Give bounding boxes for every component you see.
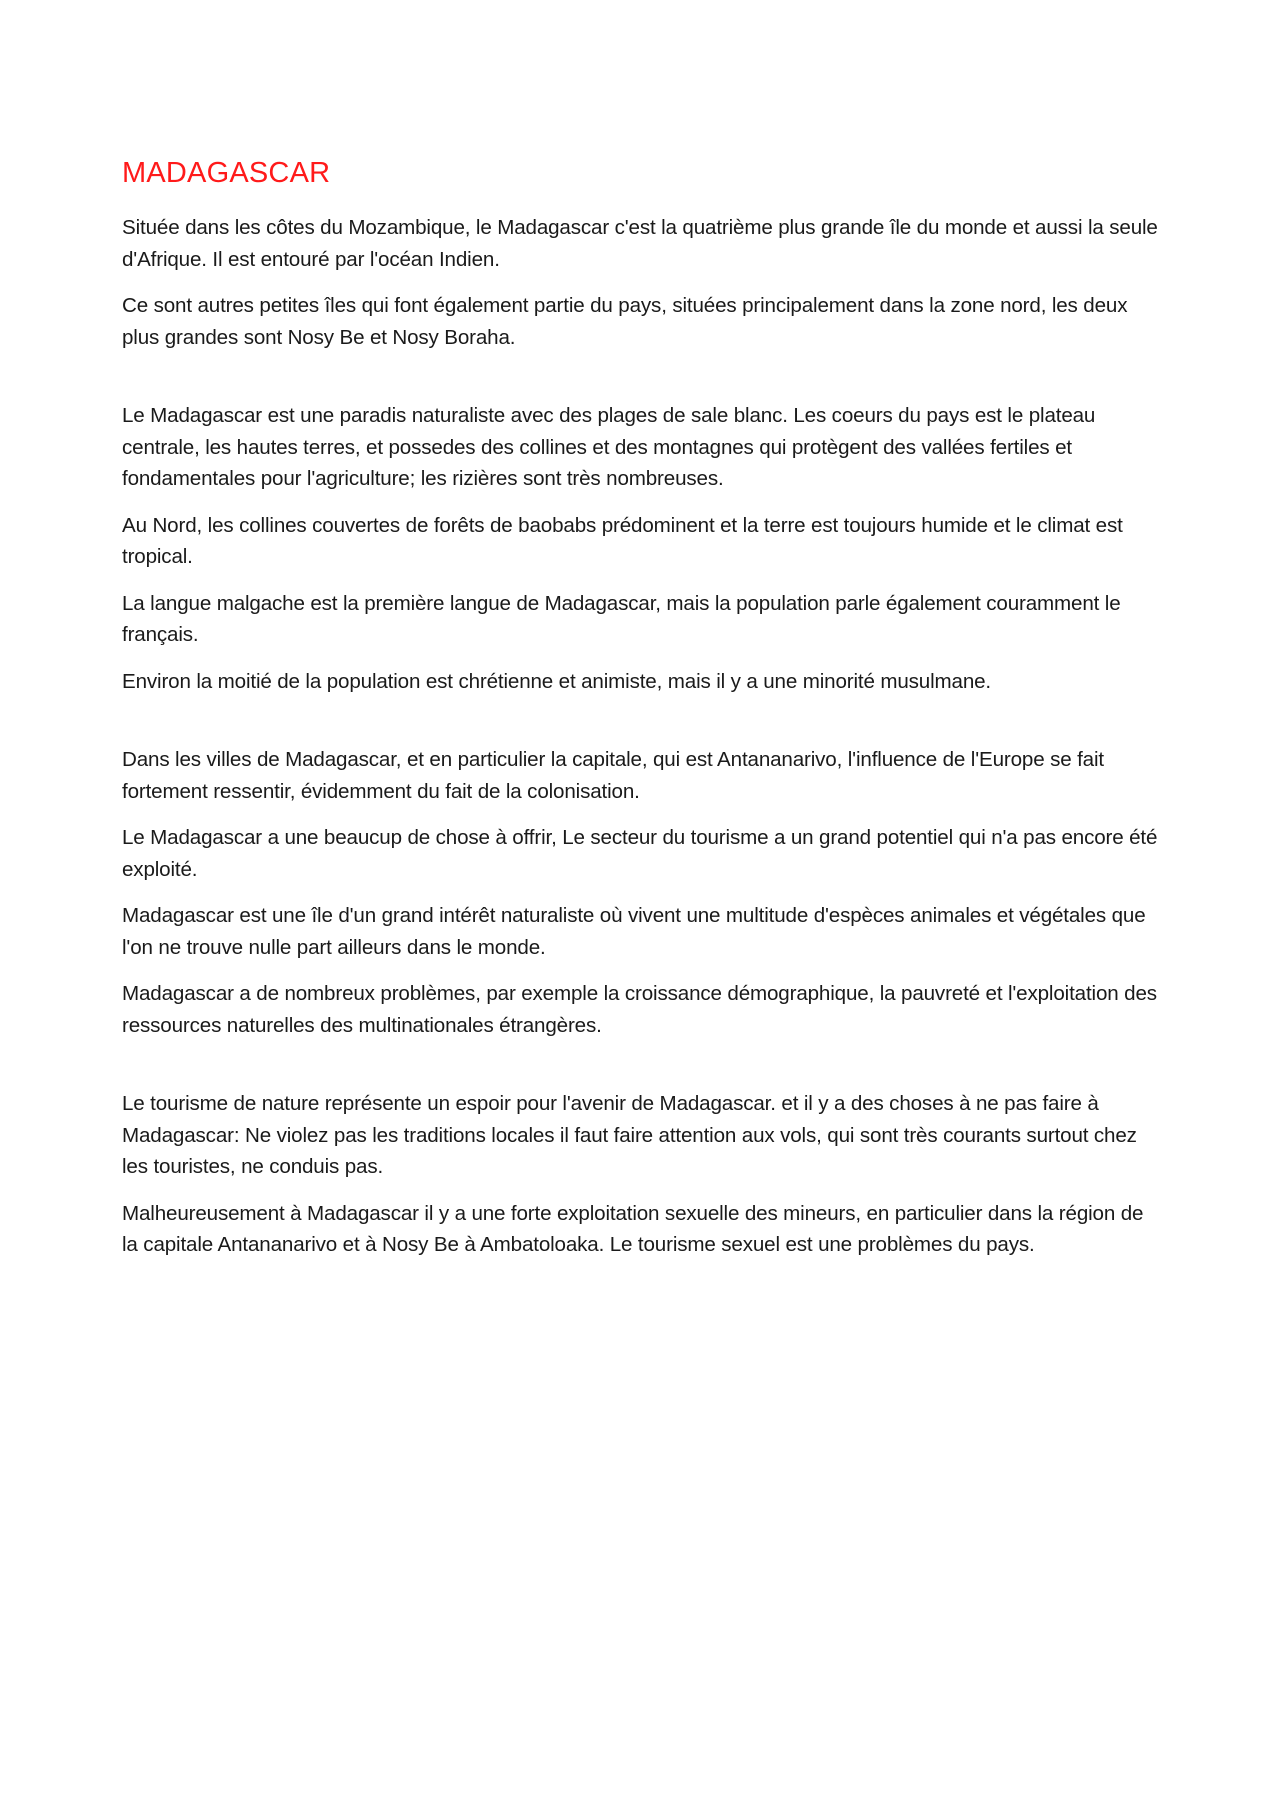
spacer xyxy=(122,368,1162,400)
spacer xyxy=(122,712,1162,744)
document-title: MADAGASCAR xyxy=(122,157,331,189)
paragraph-problems: Madagascar a de nombreux problèmes, par exemple la croissance démographique, la pauvreté et l'exploitation des ressources naturelles des multinationales étrangères. xyxy=(122,982,1157,1037)
paragraph-religion: Environ la moitié de la population est chrétienne et animiste, mais il y a une minorité musulmane. xyxy=(122,669,991,693)
paragraph-north: Au Nord, les collines couvertes de forêts de baobabs prédominent et la terre est toujours humide et le climat est tropical. xyxy=(122,513,1123,568)
paragraph-cities: Dans les villes de Madagascar, et en particulier la capitale, qui est Antananarivo, l'influence de l'Europe se fait fortement ressentir, évidemment du fait de la colonisation. xyxy=(122,748,1104,803)
paragraph-language: La langue malgache est la première langue de Madagascar, mais la population parle également couramment le français. xyxy=(122,591,1121,646)
spacer xyxy=(122,1056,1162,1088)
document-body xyxy=(122,156,1162,1276)
paragraph-islands: Ce sont autres petites îles qui font également partie du pays, situées principalement dans la zone nord, les deux plus grandes sont Nosy Be et Nosy Boraha. xyxy=(122,294,1128,349)
paragraph-biodiversity: Madagascar est une île d'un grand intérêt naturaliste où vivent une multitude d'espèces animales et végétales que l'on ne trouve nulle part ailleurs dans le monde. xyxy=(122,904,1146,959)
paragraph-location: Située dans les côtes du Mozambique, le Madagascar c'est la quatrième plus grande île du monde et aussi la seule d'Afrique. Il est entouré par l'océan Indien. xyxy=(122,216,1158,271)
paragraph-tourism-potential: Le Madagascar a une beaucup de chose à offrir, Le secteur du tourisme a un grand potentiel qui n'a pas encore été exploité. xyxy=(122,826,1158,881)
paragraph-nature: Le Madagascar est une paradis naturaliste avec des plages de sale blanc. Les coeurs du pays est le plateau centrale, les hautes terres, et possedes des collines et des montagnes qui protègent des vallées fertiles et fondamentales pour l'agriculture; les rizières sont très nombreuses. xyxy=(122,404,1096,490)
paragraph-nature-tourism: Le tourisme de nature représente un espoir pour l'avenir de Madagascar. et il y a des choses à ne pas faire à Madagascar: Ne violez pas les traditions locales il faut faire attention aux vols, qui sont très courants surtout chez les touristes, ne conduis pas. xyxy=(122,1092,1137,1178)
paragraph-exploitation: Malheureusement à Madagascar il y a une forte exploitation sexuelle des mineurs, en particulier dans la région de la capitale Antananarivo et à Nosy Be à Ambatoloaka. Le tourisme sexuel est une problèmes du pays. xyxy=(122,1201,1144,1256)
